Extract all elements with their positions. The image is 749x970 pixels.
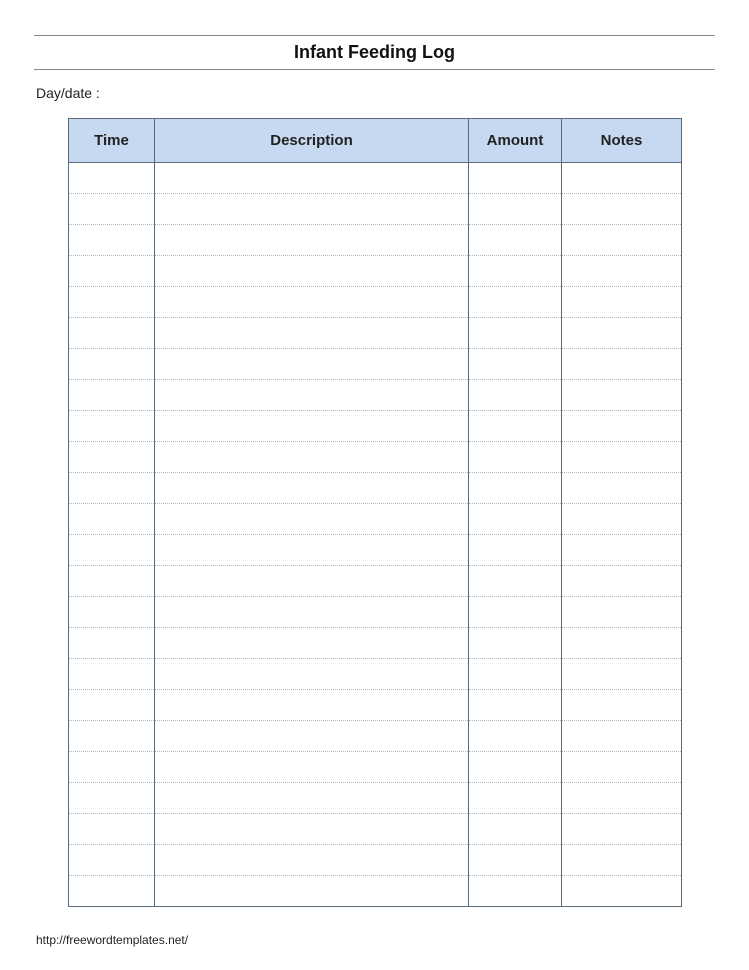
- cell-description[interactable]: [155, 659, 469, 690]
- cell-description[interactable]: [155, 287, 469, 318]
- cell-notes[interactable]: [562, 163, 682, 194]
- cell-time[interactable]: [69, 690, 155, 721]
- cell-description[interactable]: [155, 783, 469, 814]
- cell-description[interactable]: [155, 194, 469, 225]
- cell-time[interactable]: [69, 256, 155, 287]
- table-row: [69, 287, 682, 318]
- cell-notes[interactable]: [562, 721, 682, 752]
- cell-time[interactable]: [69, 845, 155, 876]
- cell-description[interactable]: [155, 814, 469, 845]
- table-row: [69, 349, 682, 380]
- cell-time[interactable]: [69, 287, 155, 318]
- cell-amount[interactable]: [469, 473, 562, 504]
- cell-time[interactable]: [69, 504, 155, 535]
- table-row: [69, 256, 682, 287]
- cell-time[interactable]: [69, 225, 155, 256]
- cell-description[interactable]: [155, 256, 469, 287]
- cell-notes[interactable]: [562, 194, 682, 225]
- cell-time[interactable]: [69, 721, 155, 752]
- cell-description[interactable]: [155, 876, 469, 907]
- column-header-notes: Notes: [562, 119, 682, 163]
- cell-notes[interactable]: [562, 690, 682, 721]
- table-row: [69, 163, 682, 194]
- cell-description[interactable]: [155, 411, 469, 442]
- day-date-label: Day/date :: [36, 85, 100, 101]
- cell-amount[interactable]: [469, 659, 562, 690]
- cell-notes[interactable]: [562, 876, 682, 907]
- table-row: [69, 690, 682, 721]
- cell-amount[interactable]: [469, 287, 562, 318]
- cell-notes[interactable]: [562, 318, 682, 349]
- cell-description[interactable]: [155, 628, 469, 659]
- cell-notes[interactable]: [562, 845, 682, 876]
- table-row: [69, 225, 682, 256]
- cell-time[interactable]: [69, 380, 155, 411]
- cell-description[interactable]: [155, 690, 469, 721]
- cell-amount[interactable]: [469, 225, 562, 256]
- table-row: [69, 194, 682, 225]
- cell-amount[interactable]: [469, 845, 562, 876]
- cell-amount[interactable]: [469, 380, 562, 411]
- table-row: [69, 721, 682, 752]
- cell-notes[interactable]: [562, 442, 682, 473]
- cell-time[interactable]: [69, 659, 155, 690]
- cell-time[interactable]: [69, 318, 155, 349]
- cell-time[interactable]: [69, 163, 155, 194]
- cell-amount[interactable]: [469, 752, 562, 783]
- table-row: [69, 380, 682, 411]
- cell-time[interactable]: [69, 349, 155, 380]
- cell-amount[interactable]: [469, 566, 562, 597]
- cell-amount[interactable]: [469, 814, 562, 845]
- cell-notes[interactable]: [562, 473, 682, 504]
- table-row: [69, 411, 682, 442]
- cell-notes[interactable]: [562, 535, 682, 566]
- cell-notes[interactable]: [562, 597, 682, 628]
- cell-time[interactable]: [69, 597, 155, 628]
- cell-amount[interactable]: [469, 876, 562, 907]
- table-row: [69, 752, 682, 783]
- cell-description[interactable]: [155, 752, 469, 783]
- cell-notes[interactable]: [562, 256, 682, 287]
- cell-time[interactable]: [69, 876, 155, 907]
- cell-amount[interactable]: [469, 783, 562, 814]
- cell-notes[interactable]: [562, 411, 682, 442]
- cell-description[interactable]: [155, 597, 469, 628]
- cell-description[interactable]: [155, 442, 469, 473]
- cell-description[interactable]: [155, 721, 469, 752]
- page-title: Infant Feeding Log: [294, 42, 455, 62]
- cell-amount[interactable]: [469, 690, 562, 721]
- cell-amount[interactable]: [469, 721, 562, 752]
- cell-notes[interactable]: [562, 504, 682, 535]
- cell-time[interactable]: [69, 442, 155, 473]
- title-bottom-rule: [34, 69, 715, 70]
- cell-description[interactable]: [155, 504, 469, 535]
- cell-notes[interactable]: [562, 566, 682, 597]
- cell-time[interactable]: [69, 566, 155, 597]
- table-row: [69, 473, 682, 504]
- cell-amount[interactable]: [469, 349, 562, 380]
- table-row: [69, 659, 682, 690]
- cell-amount[interactable]: [469, 504, 562, 535]
- cell-description[interactable]: [155, 535, 469, 566]
- footer-url-link[interactable]: http://freewordtemplates.net/: [36, 933, 189, 947]
- column-header-time: Time: [69, 119, 155, 163]
- cell-description[interactable]: [155, 225, 469, 256]
- column-header-description: Description: [155, 119, 469, 163]
- cell-time[interactable]: [69, 628, 155, 659]
- cell-notes[interactable]: [562, 287, 682, 318]
- table-row: [69, 814, 682, 845]
- column-header-amount: Amount: [469, 119, 562, 163]
- cell-notes[interactable]: [562, 628, 682, 659]
- cell-time[interactable]: [69, 194, 155, 225]
- table-row: [69, 597, 682, 628]
- cell-amount[interactable]: [469, 411, 562, 442]
- cell-amount[interactable]: [469, 442, 562, 473]
- cell-description[interactable]: [155, 163, 469, 194]
- cell-description[interactable]: [155, 473, 469, 504]
- cell-notes[interactable]: [562, 783, 682, 814]
- cell-amount[interactable]: [469, 597, 562, 628]
- cell-notes[interactable]: [562, 380, 682, 411]
- cell-time[interactable]: [69, 411, 155, 442]
- cell-notes[interactable]: [562, 659, 682, 690]
- feeding-log-table: [68, 118, 682, 907]
- cell-time[interactable]: [69, 535, 155, 566]
- cell-amount[interactable]: [469, 256, 562, 287]
- cell-description[interactable]: [155, 349, 469, 380]
- title-top-rule: [34, 35, 715, 36]
- cell-time[interactable]: [69, 783, 155, 814]
- table-row: [69, 845, 682, 876]
- table-row: [69, 442, 682, 473]
- table-row: [69, 566, 682, 597]
- cell-description[interactable]: [155, 318, 469, 349]
- cell-amount[interactable]: [469, 318, 562, 349]
- table-row: [69, 783, 682, 814]
- cell-notes[interactable]: [562, 752, 682, 783]
- cell-description[interactable]: [155, 845, 469, 876]
- table-row: [69, 628, 682, 659]
- cell-description[interactable]: [155, 566, 469, 597]
- table-header-row: [69, 119, 682, 163]
- table-row: [69, 504, 682, 535]
- cell-amount[interactable]: [469, 535, 562, 566]
- table-body: [69, 163, 682, 907]
- cell-notes[interactable]: [562, 349, 682, 380]
- table-row: [69, 535, 682, 566]
- cell-amount[interactable]: [469, 628, 562, 659]
- cell-notes[interactable]: [562, 225, 682, 256]
- cell-notes[interactable]: [562, 814, 682, 845]
- cell-amount[interactable]: [469, 163, 562, 194]
- cell-time[interactable]: [69, 473, 155, 504]
- cell-time[interactable]: [69, 814, 155, 845]
- table-row: [69, 876, 682, 907]
- cell-description[interactable]: [155, 380, 469, 411]
- cell-amount[interactable]: [469, 194, 562, 225]
- table-row: [69, 318, 682, 349]
- cell-time[interactable]: [69, 752, 155, 783]
